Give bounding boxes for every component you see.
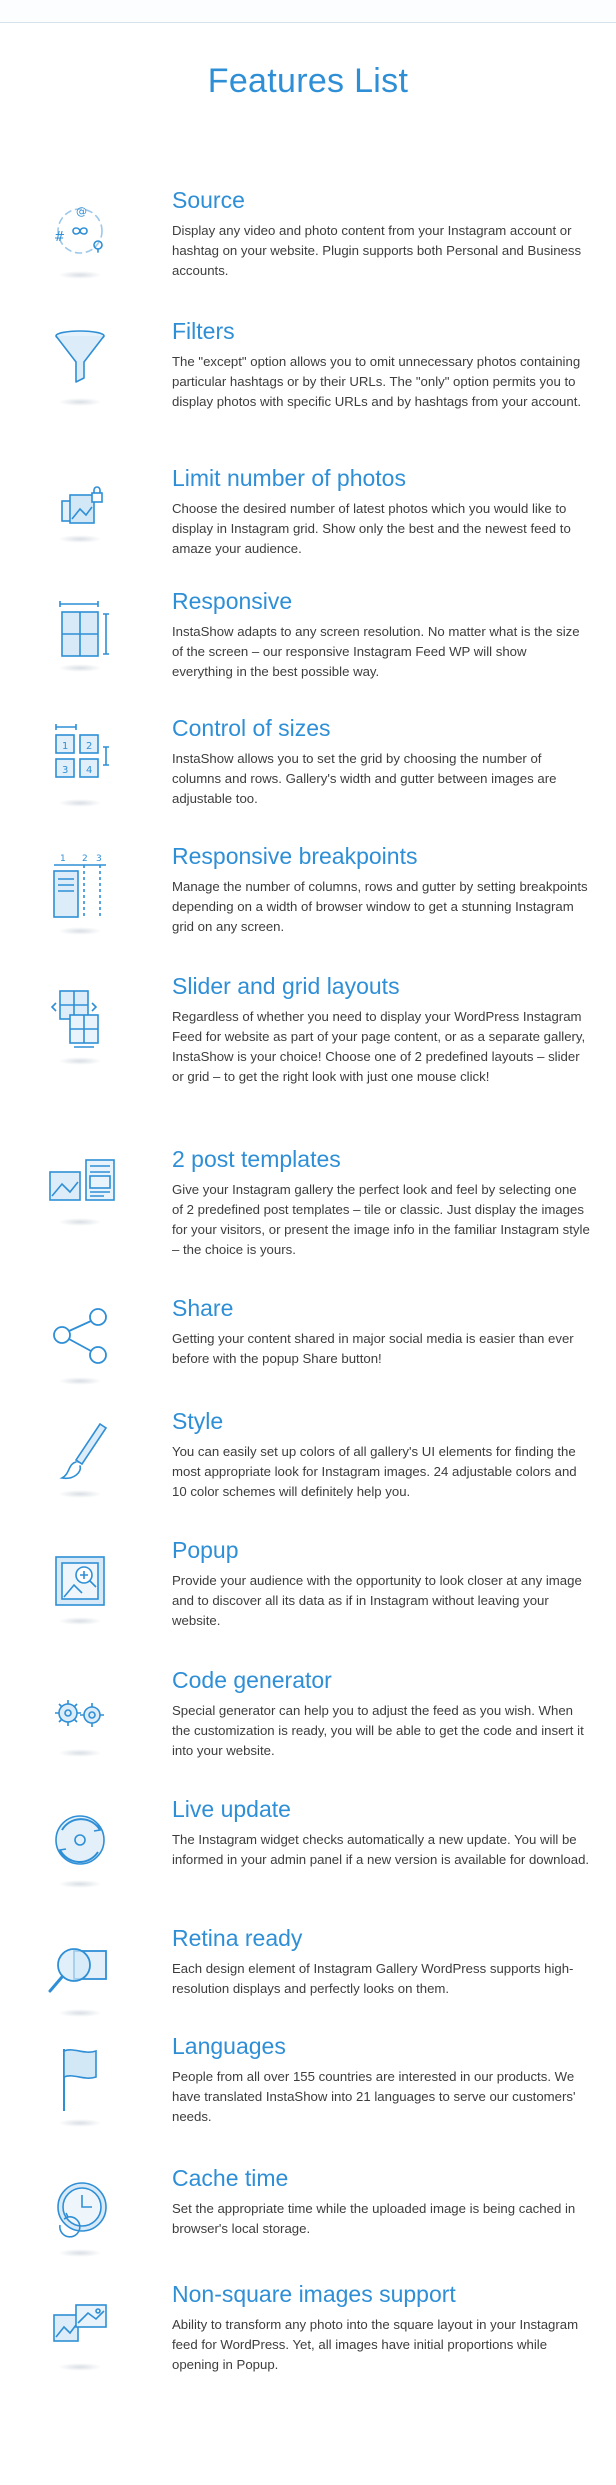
icon-shadow	[58, 1880, 102, 1888]
feature-description: InstaShow adapts to any screen resolution. No matter what is the size of the screen – our responsive Instagram Feed WP will show everything in the best possible way.	[172, 624, 580, 679]
feature-title: Source	[172, 187, 245, 213]
icon-shadow	[58, 2363, 102, 2371]
page-title: Features List	[207, 62, 409, 100]
icon-shadow	[58, 664, 102, 672]
top-bar	[0, 0, 616, 23]
feature-description: Set the appropriate time while the uploaded image is being cached in browser's local storage.	[172, 2201, 576, 2236]
flag-icon	[40, 2037, 120, 2117]
icon-shadow	[58, 398, 102, 406]
feature-title: Limit number of photos	[172, 465, 406, 491]
feature-description: People from all over 155 countries are interested in our products. We have translated InstaShow into 21 languages to serve our customers' needs.	[172, 2069, 576, 2124]
feature-title: Control of sizes	[172, 715, 331, 741]
feature-description: The Instagram widget checks automatically a new update. You will be informed in your admin panel if a new version is available for download.	[172, 1832, 590, 1867]
gears-icon	[40, 1673, 120, 1753]
slider-grid-icon	[40, 981, 120, 1061]
feature-title: Cache time	[172, 2165, 289, 2191]
refresh-gear-icon	[40, 1800, 120, 1880]
filter-funnel-icon	[40, 320, 120, 400]
feature-description: Each design element of Instagram Gallery WordPress supports high-resolution displays and perfectly looks on them.	[172, 1961, 574, 1996]
feature-description: Provide your audience with the opportunity to look closer at any image and to discover all its data as if in Instagram without leaving your website.	[172, 1573, 582, 1628]
feature-title: Languages	[172, 2033, 286, 2059]
feature-title: Share	[172, 1295, 234, 1321]
svg-text:1: 1	[62, 741, 69, 752]
icon-shadow	[58, 2249, 102, 2257]
responsive-grid-icon	[40, 592, 120, 672]
feature-description: You can easily set up colors of all gallery's UI elements for finding the most appropriate look for Instagram images. 24 adjustable colors and 10 color schemes will definitely help you.	[172, 1444, 577, 1499]
icon-shadow	[58, 2009, 102, 2017]
feature-description: Getting your content shared in major social media is easier than ever before with the popup Share button!	[172, 1331, 574, 1366]
icon-shadow	[58, 1218, 102, 1226]
icon-shadow	[58, 1377, 102, 1385]
svg-text:2: 2	[82, 854, 88, 864]
feature-title: Slider and grid layouts	[172, 973, 400, 999]
feature-description: Manage the number of columns, rows and gutter by setting breakpoints depending on a width of browser window to get a stunning Instagram grid on any screen.	[172, 879, 588, 934]
feature-description: Display any video and photo content from your Instagram account or hashtag on your website. Plugin supports both Personal and Business accounts.	[172, 223, 582, 278]
icon-shadow	[58, 1617, 102, 1625]
feature-description: Ability to transform any photo into the square layout in your Instagram feed for WordPress. Yet, all images have initial proportions while opening in Popup.	[172, 2317, 579, 2372]
icon-shadow	[58, 927, 102, 935]
feature-title: Responsive	[172, 588, 293, 614]
svg-text:3: 3	[62, 765, 69, 776]
feature-description: Give your Instagram gallery the perfect look and feel by selecting one of 2 predefined post templates – tile or classic. Just display the images for your visitors, or present the image info in the familiar Instagram style – the choice is yours.	[172, 1182, 590, 1257]
feature-title: Popup	[172, 1537, 239, 1563]
source-icon	[40, 195, 120, 275]
popup-zoom-icon	[40, 1543, 120, 1623]
breakpoints-icon	[40, 849, 120, 929]
clock-icon	[40, 2169, 120, 2249]
size-grid-icon	[40, 719, 120, 799]
icon-shadow	[58, 271, 102, 279]
feature-description: InstaShow allows you to set the grid by choosing the number of columns and rows. Gallery's width and gutter between images are adjustable too.	[172, 751, 557, 806]
icon-shadow	[58, 2119, 102, 2127]
share-icon	[40, 1295, 120, 1375]
feature-title: Code generator	[172, 1667, 332, 1693]
magnifier-icon	[40, 1929, 120, 2009]
feature-title: Responsive breakpoints	[172, 843, 418, 869]
feature-description: The "except" option allows you to omit unnecessary photos containing particular hashtags or by their URLs. The "only" option permits you to display photos with specific URLs and by hashtags from your account.	[172, 354, 582, 409]
feature-title: Style	[172, 1408, 224, 1434]
feature-description: Choose the desired number of latest photos which you would like to display in Instagram grid. Show only the best and the newest feed to amaze your audience.	[172, 501, 571, 556]
paintbrush-icon	[40, 1416, 120, 1496]
icon-shadow	[58, 535, 102, 543]
feature-title: 2 post templates	[172, 1146, 341, 1172]
icon-shadow	[58, 1490, 102, 1498]
svg-text:3: 3	[96, 854, 102, 864]
icon-shadow	[58, 1749, 102, 1757]
svg-text:1: 1	[60, 854, 66, 864]
feature-description: Special generator can help you to adjust the feed as you wish. When the customization is ready, you will be able to get the code and insert it into your website.	[172, 1703, 584, 1758]
icon-shadow	[58, 1057, 102, 1065]
feature-description: Regardless of whether you need to display your WordPress Instagram Feed for website as part of your page content, or as a separate gallery, InstaShow is your choice! Choose one of 2 predefined layouts – slider or grid – to get the right look with just one mouse click!	[172, 1009, 586, 1084]
feature-title: Live update	[172, 1796, 291, 1822]
feature-title: Non-square images support	[172, 2281, 456, 2307]
svg-text:#: #	[54, 230, 65, 245]
svg-text:4: 4	[86, 765, 93, 776]
feature-title: Retina ready	[172, 1925, 303, 1951]
svg-text:@: @	[76, 205, 87, 218]
icon-shadow	[58, 799, 102, 807]
feature-title: Filters	[172, 318, 235, 344]
images-icon	[40, 2287, 120, 2367]
svg-text:2: 2	[86, 741, 93, 752]
